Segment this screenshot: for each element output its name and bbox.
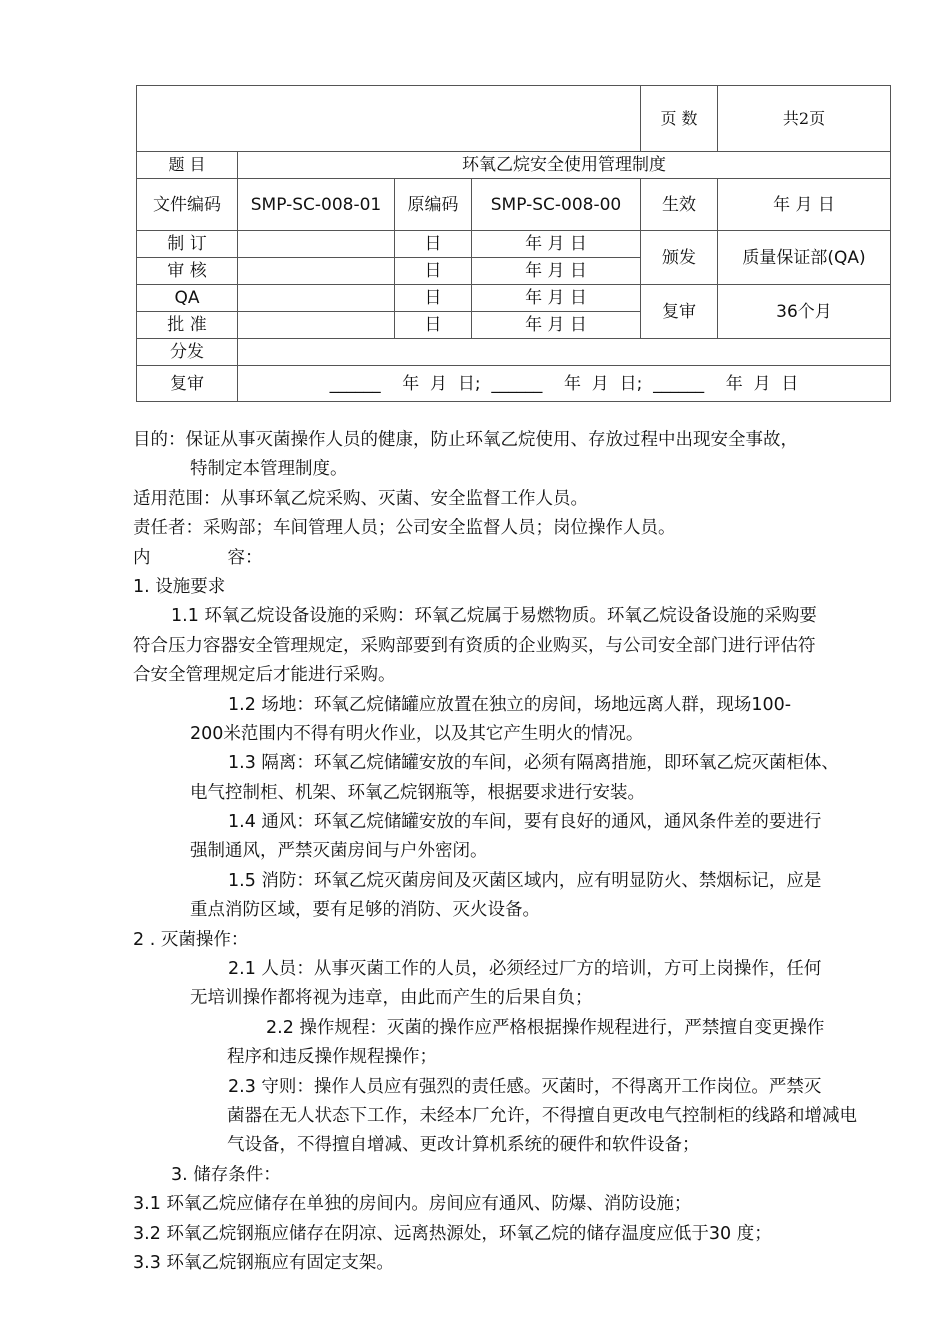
content-heading bbox=[133, 544, 893, 573]
review-value: 36个月 bbox=[718, 285, 891, 339]
paragraph-line: 2.3 守则：操作人员应有强烈的责任感。灭菌时，不得离开工作岗位。严禁灭 bbox=[228, 1076, 822, 1097]
paragraph-line: 1.4 通风：环氧乙烷储罐安放的车间，要有良好的通风，通风条件差的要进行 bbox=[228, 812, 822, 833]
row-day: 日 bbox=[395, 231, 472, 258]
signature-cell bbox=[238, 285, 395, 312]
recheck-value: ______ 年 月 日; ______ 年 月 日; ______ 年 月 日 bbox=[238, 366, 891, 402]
purpose-line: 目的：保证从事灭菌操作人员的健康，防止环氧乙烷使用、存放过程中出现安全事故， bbox=[133, 430, 798, 450]
row-date: 年 月 日 bbox=[472, 258, 641, 285]
orig-code-value: SMP-SC-008-00 bbox=[472, 179, 641, 231]
review-label: 复审 bbox=[641, 285, 718, 339]
paragraph-line: 电气控制柜、机架、环氧乙烷钢瓶等，根据要求进行安装。 bbox=[190, 782, 645, 803]
paragraph-line: 强制通风，严禁灭菌房间与户外密闭。 bbox=[190, 841, 488, 862]
content-label-a: 内 bbox=[133, 547, 151, 568]
paragraph-line: 重点消防区域，要有足够的消防、灭火设备。 bbox=[190, 900, 540, 921]
document-header-table bbox=[136, 85, 891, 402]
paragraph-line: 菌器在无人状态下工作，未经本厂允许，不得擅自更改电气控制柜的线路和增减电 bbox=[227, 1105, 857, 1126]
row-day: 日 bbox=[395, 285, 472, 312]
paragraph-line: 1.5 消防：环氧乙烷灭菌房间及灭菌区域内，应有明显防火、禁烟标记，应是 bbox=[228, 870, 822, 891]
content-label-b: 容： bbox=[227, 547, 263, 568]
logo-cell bbox=[137, 86, 641, 152]
doc-code-value: SMP-SC-008-01 bbox=[238, 179, 395, 231]
row-label: 审 核 bbox=[137, 258, 238, 285]
document-body bbox=[133, 426, 893, 1278]
effective-value: 年 月 日 bbox=[718, 179, 891, 231]
responsible-line: 责任者：采购部；车间管理人员；公司安全监督人员；岗位操作人员。 bbox=[133, 518, 676, 539]
paragraph-line: 3.1 环氧乙烷应储存在单独的房间内。房间应有通风、防爆、消防设施； bbox=[133, 1194, 692, 1215]
paragraph-line: 符合压力容器安全管理规定，采购部要到有资质的企业购买，与公司安全部门进行评估符 bbox=[133, 635, 816, 656]
issue-label: 颁发 bbox=[641, 231, 718, 285]
distribute-value bbox=[238, 339, 891, 366]
purpose-line: 特制定本管理制度。 bbox=[190, 459, 348, 480]
paragraph-line: 200米范围内不得有明火作业，以及其它产生明火的情况。 bbox=[190, 723, 644, 744]
paragraph-line: 1.3 隔离：环氧乙烷储罐安放的车间，必须有隔离措施，即环氧乙烷灭菌柜体、 bbox=[228, 753, 839, 774]
doc-code-label: 文件编码 bbox=[137, 179, 238, 231]
pages-value: 共2页 bbox=[718, 86, 891, 152]
row-date: 年 月 日 bbox=[472, 312, 641, 339]
topic-label: 题 目 bbox=[137, 152, 238, 179]
paragraph-line: 1.2 场地：环氧乙烷储罐应放置在独立的房间，场地远离人群，现场100- bbox=[228, 694, 792, 715]
signature-cell bbox=[238, 312, 395, 339]
paragraph-line: 程序和违反操作规程操作； bbox=[227, 1047, 437, 1068]
topic-value: 环氧乙烷安全使用管理制度 bbox=[238, 152, 891, 179]
scope-line: 适用范围：从事环氧乙烷采购、灭菌、安全监督工作人员。 bbox=[133, 488, 588, 509]
row-date: 年 月 日 bbox=[472, 285, 641, 312]
row-date: 年 月 日 bbox=[472, 231, 641, 258]
section-heading: 3. 储存条件： bbox=[171, 1164, 281, 1185]
pages-label: 页 数 bbox=[641, 86, 718, 152]
row-day: 日 bbox=[395, 258, 472, 285]
paragraph-line: 无培训操作都将视为违章，由此而产生的后果自负； bbox=[190, 988, 593, 1009]
signature-cell bbox=[238, 231, 395, 258]
section-heading: 1. 设施要求 bbox=[133, 576, 226, 597]
paragraph-line: 气设备，不得擅自增减、更改计算机系统的硬件和软件设备； bbox=[227, 1135, 700, 1156]
paragraph-line: 2.2 操作规程：灭菌的操作应严格根据操作规程进行，严禁擅自变更操作 bbox=[266, 1017, 825, 1038]
row-label: QA bbox=[137, 285, 238, 312]
paragraph-line: 3.3 环氧乙烷钢瓶应有固定支架。 bbox=[133, 1252, 394, 1273]
orig-code-label: 原编码 bbox=[395, 179, 472, 231]
row-label: 批 准 bbox=[137, 312, 238, 339]
paragraph-line: 2.1 人员：从事灭菌工作的人员，必须经过厂方的培训，方可上岗操作，任何 bbox=[228, 959, 822, 980]
issue-value: 质量保证部(QA) bbox=[718, 231, 891, 285]
row-label: 制 订 bbox=[137, 231, 238, 258]
effective-label: 生效 bbox=[641, 179, 718, 231]
paragraph-line: 1.1 环氧乙烷设备设施的采购：环氧乙烷属于易燃物质。环氧乙烷设备设施的采购要 bbox=[171, 606, 817, 627]
row-day: 日 bbox=[395, 312, 472, 339]
paragraph-line: 合安全管理规定后才能进行采购。 bbox=[133, 665, 396, 686]
paragraph-line: 3.2 环氧乙烷钢瓶应储存在阴凉、远离热源处，环氧乙烷的储存温度应低于30 度； bbox=[133, 1223, 772, 1244]
recheck-label: 复审 bbox=[137, 366, 238, 402]
section-heading: 2 . 灭菌操作： bbox=[133, 929, 249, 950]
signature-cell bbox=[238, 258, 395, 285]
distribute-label: 分发 bbox=[137, 339, 238, 366]
